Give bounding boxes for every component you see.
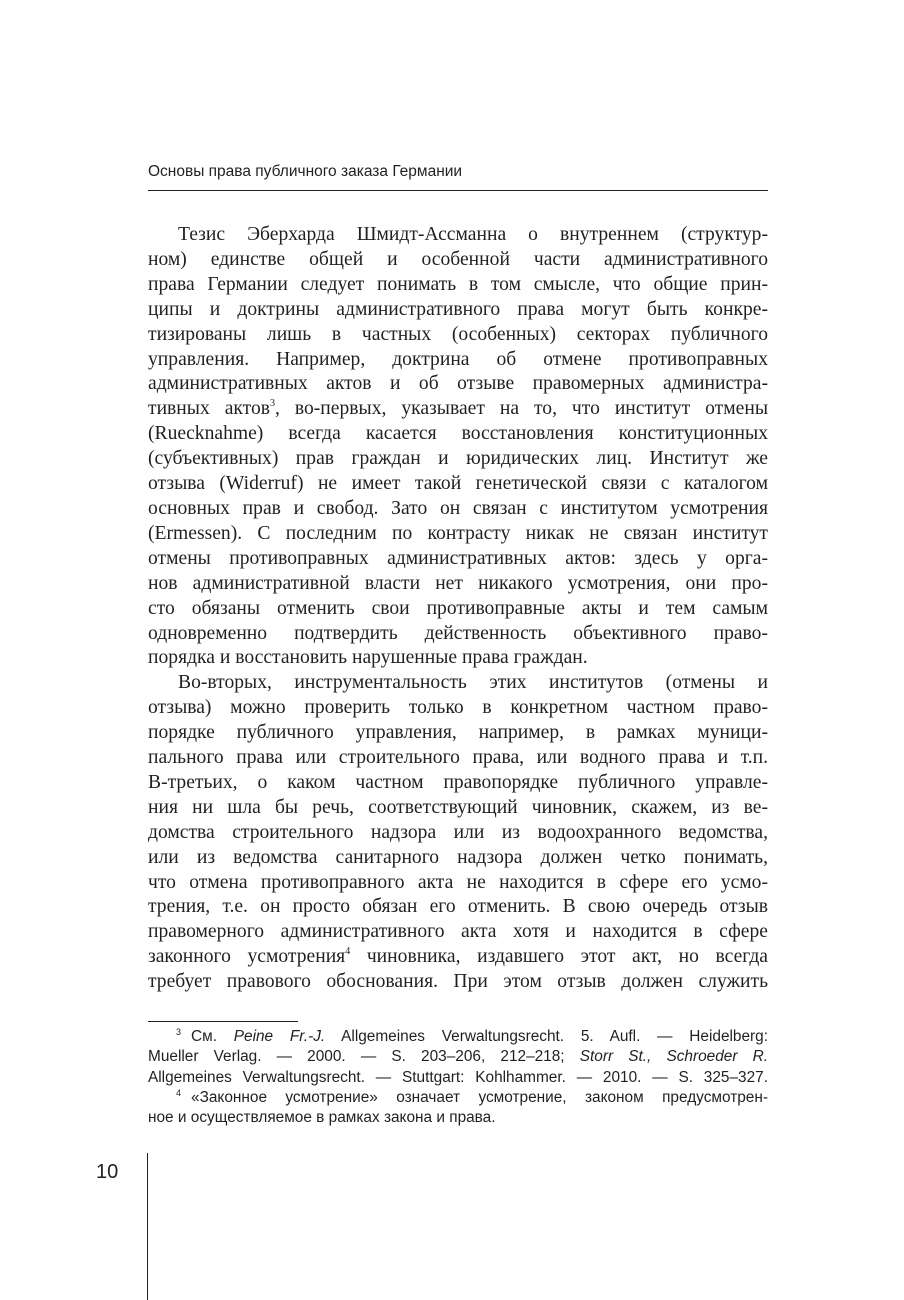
text-line: управления. Например, доктрина об отмене противоправных bbox=[148, 348, 768, 370]
text-fragment: Allgemeines Verwaltungsrecht. 5. Aufl. — Heidelberg: bbox=[325, 1028, 768, 1045]
text-line: порядка и восстановить нарушенные права граждан. bbox=[148, 647, 588, 669]
text-line: основных прав и свобод. Зато он связан с институтом усмотрения bbox=[148, 497, 768, 519]
text-line: Тезис Эберхарда Шмидт-Ассманна о внутреннем (структур- bbox=[178, 224, 768, 245]
text-line: права Германии следует понимать в том смысле, что общие прин- bbox=[148, 273, 768, 295]
main-text bbox=[148, 223, 768, 995]
page-number-rule bbox=[147, 1153, 148, 1300]
text-line-with-footnote bbox=[148, 397, 768, 422]
running-title: Основы права публичного заказа Германии bbox=[148, 163, 463, 180]
text-line: отзыва) можно проверить только в конкретном частном право- bbox=[148, 697, 768, 719]
author-name: Storr St., Schroeder R. bbox=[579, 1048, 768, 1066]
text-fragment: «Законное усмотрение» означает усмотрение, законом предусмотрен- bbox=[191, 1088, 768, 1106]
text-line: одновременно подтвердить действенность объективного право- bbox=[148, 622, 768, 644]
text-fragment: Mueller Verlag. — 2000. — S. 203–206, 212–218; bbox=[148, 1048, 580, 1066]
footnote-4 bbox=[148, 1088, 768, 1129]
text-line: тизированы лишь в частных (особенных) секторах публичного bbox=[148, 323, 768, 345]
footnote-ref-4[interactable]: 4 bbox=[345, 946, 351, 958]
page-number: 10 bbox=[96, 1161, 119, 1183]
text-line: ципы и доктрины административного права могут быть конкре- bbox=[148, 298, 768, 320]
text-line: В-третьих, о каком частном правопорядке публичного управле- bbox=[148, 771, 768, 793]
footnote-line bbox=[148, 1027, 768, 1047]
text-line: Во-вторых, инструментальность этих институтов (отмены и bbox=[178, 672, 768, 694]
footnote-line bbox=[148, 1047, 768, 1067]
text-line: или из ведомства санитарного надзора должен четко понимать, bbox=[148, 846, 768, 868]
text-line: трения, т.е. он просто обязан его отменить. В свою очередь отзыв bbox=[148, 896, 768, 918]
author-name: Peine Fr.-J. bbox=[233, 1028, 326, 1045]
text-line: отзыва (Widerruf) не имеет такой генетической связи с каталогом bbox=[148, 473, 768, 495]
footnote-3 bbox=[148, 1027, 768, 1088]
footnote-line bbox=[148, 1088, 768, 1108]
text-line: ном) единстве общей и особенной части административного bbox=[148, 248, 768, 270]
text-line: сто обязаны отменить свои противоправные акты и тем самым bbox=[148, 597, 768, 619]
text-fragment: чиновника, издавшего этот акт, но всегда bbox=[350, 946, 768, 968]
text-line: пального права или строительного права, или водного права и т.п. bbox=[148, 747, 768, 769]
text-line: домства строительного надзора или из водоохранного ведомства, bbox=[148, 821, 768, 843]
text-line: требует правового обоснования. При этом отзыв должен служить bbox=[148, 971, 768, 993]
text-line-with-footnote bbox=[148, 945, 768, 970]
footnotes bbox=[148, 1027, 768, 1128]
footnote-mark: 3 bbox=[176, 1027, 182, 1037]
text-fragment: См. bbox=[191, 1028, 234, 1045]
text-line: (Ermessen). С последним по контрасту никак не связан институт bbox=[148, 522, 768, 544]
text-line: административных актов и об отзыве правомерных администра- bbox=[148, 373, 768, 395]
paragraph-1 bbox=[148, 223, 768, 671]
text-fragment: , во-первых, указывает на то, что институт отмены bbox=[275, 398, 768, 420]
footnote-line: Allgemeines Verwaltungsrecht. — Stuttgart: Kohlhammer. — 2010. — S. 325–327. bbox=[148, 1068, 768, 1086]
text-line: (субъективных) прав граждан и юридических лиц. Институт же bbox=[148, 448, 768, 470]
footnote-mark: 4 bbox=[176, 1087, 182, 1098]
text-line: правомерного административного акта хотя и находится в сфере bbox=[148, 921, 768, 943]
text-line: (Ruecknahme) всегда касается восстановления конституционных bbox=[148, 423, 768, 445]
text-fragment: законного усмотрения bbox=[148, 946, 346, 968]
text-fragment: тивных актов bbox=[148, 398, 271, 420]
paragraph-2 bbox=[148, 671, 768, 995]
text-line: отмены противоправных административных актов: здесь у орга- bbox=[148, 547, 768, 569]
text-line: порядке публичного управления, например, в рамках муници- bbox=[148, 722, 768, 744]
text-line: что отмена противоправного акта не находится в сфере его усмо- bbox=[148, 871, 768, 893]
footnote-ref-3[interactable]: 3 bbox=[270, 398, 276, 410]
header-rule bbox=[148, 190, 768, 191]
text-line: нов административной власти нет никакого усмотрения, они про- bbox=[148, 572, 768, 594]
footnote-rule bbox=[148, 1021, 298, 1022]
text-line: ния ни шла бы речь, соответствующий чиновник, скажем, из ве- bbox=[148, 796, 768, 818]
footnote-line: ное и осуществляемое в рамках закона и права. bbox=[148, 1109, 496, 1127]
